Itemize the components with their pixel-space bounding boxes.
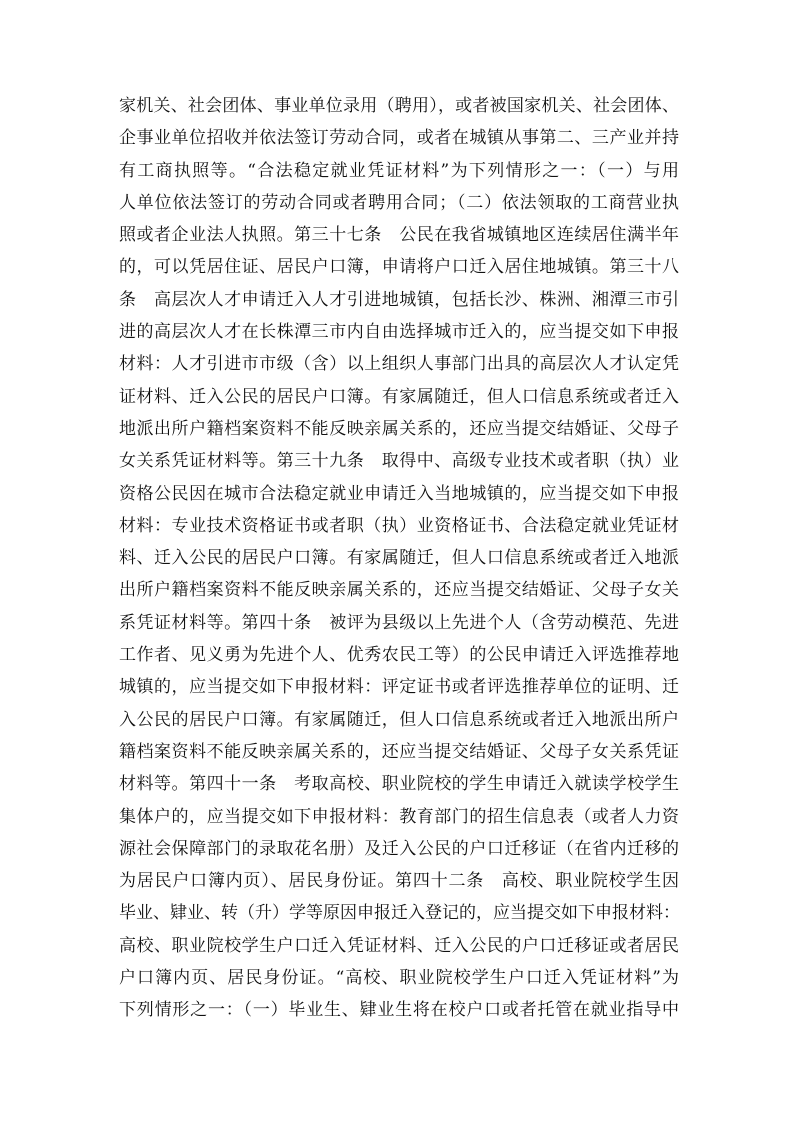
text-line: 企事业单位招收并依法签订劳动合同，或者在城镇从事第二、三产业并持	[119, 128, 679, 149]
text-line: 出所户籍档案资料不能反映亲属关系的，还应当提交结婚证、父母子女关	[119, 580, 679, 601]
text-line: 户口簿内页、居民身份证。“高校、职业院校学生户口迁入凭证材料”为	[119, 968, 679, 989]
text-line: 集体户的，应当提交如下申报材料：教育部门的招生信息表（或者人力资	[119, 806, 679, 827]
text-line: 工作者、见义勇为先进个人、优秀农民工等）的公民申请迁入评选推荐地	[119, 645, 679, 666]
text-line: 证材料、迁入公民的居民户口簿。有家属随迁，但人口信息系统或者迁入	[119, 386, 679, 407]
text-line: 人单位依法签订的劳动合同或者聘用合同；（二）依法领取的工商营业执	[119, 192, 679, 213]
text-line: 女关系凭证材料等。第三十九条 取得中、高级专业技术或者职（执）业	[119, 451, 679, 472]
text-line: 进的高层次人才在长株潭三市内自由选择城市迁入的，应当提交如下申报	[119, 322, 679, 343]
text-line: 毕业、肄业、转（升）学等原因申报迁入登记的，应当提交如下申报材料：	[119, 903, 680, 924]
text-line: 料、迁入公民的居民户口簿。有家属随迁，但人口信息系统或者迁入地派	[119, 548, 679, 569]
text-line: 材料等。第四十一条 考取高校、职业院校的学生申请迁入就读学校学生	[119, 774, 679, 795]
text-line: 系凭证材料等。第四十条 被评为县级以上先进个人（含劳动模范、先进	[119, 612, 679, 633]
text-line: 为居民户口簿内页）、居民身份证。第四十二条 高校、职业院校学生因	[119, 871, 679, 892]
text-line: 照或者企业法人执照。第三十七条 公民在我省城镇地区连续居住满半年	[119, 225, 679, 246]
text-line: 源社会保障部门的录取花名册）及迁入公民的户口迁移证（在省内迁移的	[119, 838, 679, 859]
text-line: 高校、职业院校学生户口迁入凭证材料、迁入公民的户口迁移证或者居民	[119, 935, 679, 956]
text-line: 下列情形之一：（一）毕业生、肄业生将在校户口或者托管在就业指导中	[119, 1000, 679, 1021]
text-line: 入公民的居民户口簿。有家属随迁，但人口信息系统或者迁入地派出所户	[119, 709, 679, 730]
text-line: 籍档案资料不能反映亲属关系的，还应当提交结婚证、父母子女关系凭证	[119, 741, 679, 762]
text-line: 城镇的，应当提交如下申报材料：评定证书或者评选推荐单位的证明、迁	[119, 677, 679, 698]
text-line: 材料：人才引进市市级（含）以上组织人事部门出具的高层次人才认定凭	[119, 354, 679, 375]
body-text	[119, 90, 679, 1027]
text-line: 材料：专业技术资格证书或者职（执）业资格证书、合法稳定就业凭证材	[119, 515, 679, 536]
text-line: 有工商执照等。“合法稳定就业凭证材料”为下列情形之一：（一）与用	[119, 160, 679, 181]
text-line: 资格公民因在城市合法稳定就业申请迁入当地城镇的，应当提交如下申报	[119, 483, 679, 504]
text-line: 家机关、社会团体、事业单位录用（聘用），或者被国家机关、社会团体、	[119, 96, 679, 116]
text-line: 地派出所户籍档案资料不能反映亲属关系的，还应当提交结婚证、父母子	[119, 418, 679, 439]
text-line: 条 高层次人才申请迁入人才引进地城镇，包括长沙、株洲、湘潭三市引	[119, 289, 679, 310]
text-line: 的，可以凭居住证、居民户口簿，申请将户口迁入居住地城镇。第三十八	[119, 257, 679, 278]
